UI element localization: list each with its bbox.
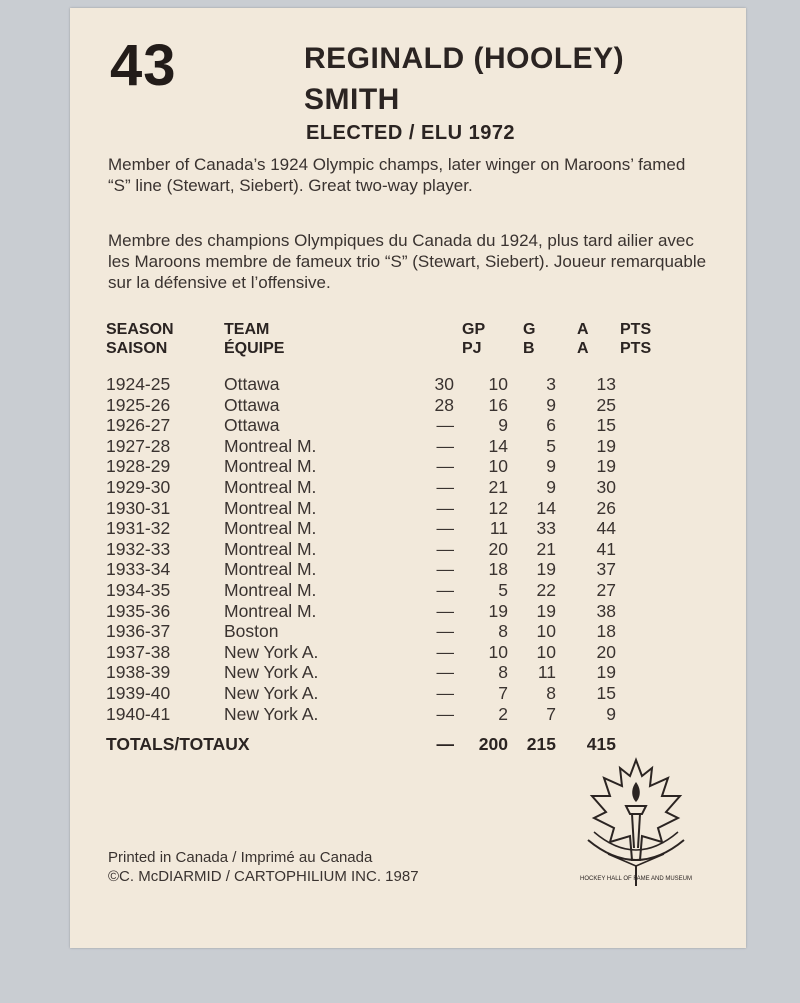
cell-a: 19	[536, 559, 556, 580]
cell-gp: —	[436, 579, 454, 600]
table-row	[106, 621, 666, 642]
cell-g: 10	[488, 456, 508, 477]
table-row	[106, 580, 666, 601]
cell-gp: —	[436, 538, 454, 559]
table-row	[106, 683, 666, 704]
totals-gp: —	[436, 734, 454, 755]
cell-team: Montreal M.	[224, 456, 317, 477]
cell-season: 1934-35	[106, 579, 171, 600]
cell-pts: 19	[596, 662, 616, 683]
cell-a: 7	[546, 703, 556, 724]
table-row	[106, 477, 666, 498]
cell-season: 1937-38	[106, 641, 171, 662]
table-row	[106, 704, 666, 725]
cell-g: 10	[488, 374, 508, 394]
header-equipe: ÉQUIPE	[224, 340, 285, 357]
table-row	[106, 642, 666, 663]
player-name-line2: SMITH	[304, 83, 400, 116]
bio-french: Membre des champions Olympiques du Canada du 1924, plus tard ailier avec les Maroons membre de fameux trio “S” (Stewart, Siebert). Joueur remarquable sur la défensive et l’offensive.	[108, 231, 707, 292]
bio-english: Member of Canada’s 1924 Olympic champs, later winger on Maroons’ famed “S” line (Stewart, Siebert). Great two-way player.	[108, 155, 686, 195]
cell-season: 1932-33	[106, 538, 171, 559]
cell-season: 1924-25	[106, 374, 171, 394]
printed-in-canada: Printed in Canada / Imprimé au Canada	[108, 849, 373, 866]
cell-a: 10	[536, 641, 556, 662]
cell-a: 9	[546, 476, 556, 497]
cell-g: 18	[488, 559, 508, 580]
cell-season: 1930-31	[106, 497, 171, 518]
cell-pts: 15	[596, 682, 616, 703]
header-saison: SAISON	[106, 340, 168, 357]
cell-pts: 19	[596, 435, 616, 456]
cell-team: Montreal M.	[224, 538, 317, 559]
table-row	[106, 539, 666, 560]
cell-pts: 9	[606, 703, 616, 724]
cell-season: 1940-41	[106, 703, 171, 724]
cell-gp: —	[436, 435, 454, 456]
cell-gp: —	[436, 641, 454, 662]
cell-pts: 25	[596, 394, 616, 415]
cell-a: 6	[546, 415, 556, 436]
cell-season: 1928-29	[106, 456, 171, 477]
copyright: ©C. McDIARMID / CARTOPHILIUM INC. 1987	[108, 868, 419, 885]
cell-season: 1938-39	[106, 662, 171, 683]
header-a-fr: A	[577, 340, 589, 357]
cell-pts: 26	[596, 497, 616, 518]
cell-team: New York A.	[224, 682, 319, 703]
cell-gp: —	[436, 456, 454, 477]
header-pj: PJ	[462, 340, 482, 357]
cell-team: New York A.	[224, 703, 319, 724]
logo-caption: HOCKEY HALL OF FAME AND MUSEUM	[579, 876, 693, 882]
cell-pts: 41	[596, 538, 616, 559]
cell-gp: —	[436, 662, 454, 683]
cell-a: 8	[546, 682, 556, 703]
cell-season: 1936-37	[106, 621, 171, 642]
cell-gp: —	[436, 703, 454, 724]
table-row	[106, 662, 666, 683]
cell-pts: 20	[596, 641, 616, 662]
stats-header-row	[106, 320, 666, 339]
cell-season: 1927-28	[106, 435, 171, 456]
cell-gp: 30	[434, 374, 454, 394]
cell-season: 1931-32	[106, 518, 171, 539]
cell-team: Montreal M.	[224, 559, 317, 580]
cell-g: 5	[498, 579, 508, 600]
cell-team: Montreal M.	[224, 476, 317, 497]
header-gp: GP	[462, 321, 486, 338]
cell-g: 12	[488, 497, 508, 518]
trading-card-back	[70, 8, 746, 948]
cell-g: 8	[498, 621, 508, 642]
cell-a: 11	[537, 662, 556, 683]
cell-g: 7	[498, 682, 508, 703]
cell-pts: 19	[596, 456, 616, 477]
cell-team: New York A.	[224, 662, 319, 683]
cell-g: 20	[488, 538, 508, 559]
cell-season: 1935-36	[106, 600, 171, 621]
cell-team: Boston	[224, 621, 279, 642]
cell-pts: 44	[596, 518, 616, 539]
header-pts: PTS	[620, 321, 652, 338]
cell-team: Ottawa	[224, 374, 280, 394]
totals-row	[106, 734, 666, 755]
cell-pts: 27	[596, 579, 616, 600]
cell-a: 22	[536, 579, 556, 600]
cell-gp: —	[436, 497, 454, 518]
cell-a: 3	[546, 374, 556, 394]
cell-pts: 13	[596, 374, 616, 394]
header-season: SEASON	[106, 321, 174, 338]
table-row	[106, 559, 666, 580]
cell-pts: 18	[596, 621, 616, 642]
cell-team: Montreal M.	[224, 518, 317, 539]
header-a: A	[577, 321, 589, 338]
stats-header-row-french	[106, 339, 666, 358]
cell-team: Montreal M.	[224, 435, 317, 456]
table-row	[106, 374, 666, 395]
cell-team: Ottawa	[224, 415, 280, 436]
totals-label: TOTALS/TOTAUX	[106, 734, 250, 755]
totals-g: 200	[478, 734, 508, 755]
cell-g: 10	[488, 641, 508, 662]
card-number: 43	[110, 33, 177, 98]
cell-gp: —	[436, 682, 454, 703]
player-name	[304, 38, 724, 120]
table-row	[106, 436, 666, 457]
cell-g: 9	[498, 415, 508, 436]
cell-gp: —	[436, 559, 454, 580]
header-pts-fr: PTS	[620, 340, 652, 357]
cell-season: 1939-40	[106, 682, 171, 703]
cell-g: 19	[488, 600, 508, 621]
cell-season: 1925-26	[106, 394, 171, 415]
header-team: TEAM	[224, 321, 270, 338]
cell-team: Montreal M.	[224, 579, 317, 600]
cell-team: Montreal M.	[224, 497, 317, 518]
cell-pts: 38	[596, 600, 616, 621]
cell-gp: 28	[434, 394, 454, 415]
cell-season: 1929-30	[106, 476, 171, 497]
cell-team: Ottawa	[224, 394, 280, 415]
cell-g: 14	[488, 435, 508, 456]
cell-a: 5	[546, 435, 556, 456]
stats-table	[106, 320, 666, 755]
cell-gp: —	[436, 415, 454, 436]
cell-a: 9	[546, 456, 556, 477]
header-g: G	[523, 321, 536, 338]
hall-of-fame-logo-icon	[578, 756, 694, 892]
table-row	[106, 601, 666, 622]
cell-g: 21	[488, 476, 508, 497]
cell-a: 33	[536, 518, 556, 539]
cell-gp: —	[436, 476, 454, 497]
cell-pts: 37	[596, 559, 616, 580]
cell-g: 8	[498, 662, 508, 683]
cell-g: 11	[489, 518, 508, 539]
cell-season: 1933-34	[106, 559, 171, 580]
cell-g: 2	[498, 703, 508, 724]
cell-a: 21	[536, 538, 556, 559]
cell-gp: —	[436, 621, 454, 642]
card-footer	[108, 848, 419, 886]
table-row	[106, 498, 666, 519]
cell-a: 19	[536, 600, 556, 621]
cell-pts: 30	[596, 476, 616, 497]
cell-season: 1926-27	[106, 415, 171, 436]
cell-a: 14	[536, 497, 556, 518]
table-row	[106, 415, 666, 436]
cell-gp: —	[436, 600, 454, 621]
player-name-line1: REGINALD (HOOLEY)	[304, 42, 625, 75]
table-row	[106, 395, 666, 416]
table-row	[106, 456, 666, 477]
totals-a: 215	[526, 734, 556, 755]
stats-rows	[106, 374, 666, 724]
cell-team: New York A.	[224, 641, 319, 662]
cell-gp: —	[436, 518, 454, 539]
totals-pts: 415	[586, 734, 616, 755]
cell-g: 16	[488, 394, 508, 415]
table-row	[106, 518, 666, 539]
cell-a: 9	[546, 394, 556, 415]
elected-year: ELECTED / ELU 1972	[306, 122, 516, 144]
cell-team: Montreal M.	[224, 600, 317, 621]
header-b: B	[523, 340, 535, 357]
cell-pts: 15	[596, 415, 616, 436]
cell-a: 10	[536, 621, 556, 642]
